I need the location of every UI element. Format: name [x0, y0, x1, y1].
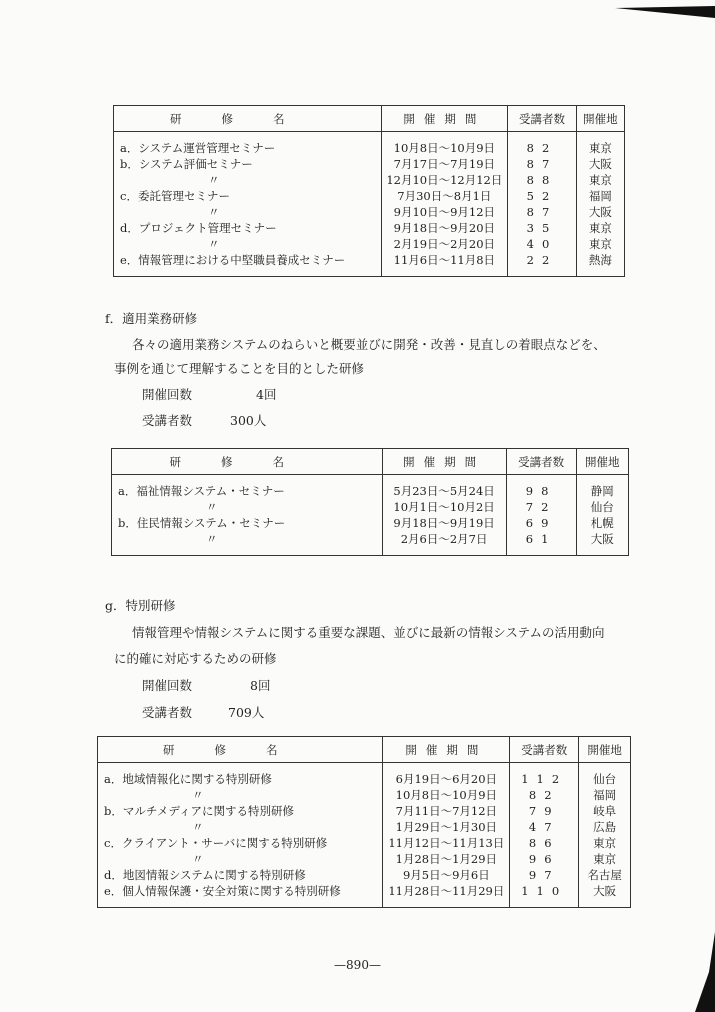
name-text: c．委託管理セミナー	[120, 189, 230, 203]
count-text: 82	[526, 141, 558, 155]
header-place: 開催地	[576, 106, 624, 132]
cell-period	[383, 803, 510, 819]
place-text: 東京	[588, 141, 612, 155]
period-text: 9月10日〜9月12日	[393, 205, 496, 219]
cell-name	[114, 204, 382, 220]
table-row	[114, 188, 625, 204]
table-row	[98, 803, 631, 819]
table-row	[114, 252, 625, 268]
period-text: 6月19日〜6月20日	[395, 772, 498, 786]
cell-place	[579, 851, 631, 867]
cell-period	[383, 771, 510, 787]
cell-count	[508, 252, 577, 268]
cell-place	[576, 140, 624, 156]
cell-count	[510, 835, 579, 851]
cell-name	[98, 803, 383, 819]
cell-period	[383, 835, 510, 851]
name-text: 〃	[208, 205, 220, 219]
cell-count	[508, 236, 577, 252]
name-text: b．マルチメディアに関する特別研修	[104, 804, 294, 818]
cell-place	[576, 236, 624, 252]
place-text: 東京	[588, 221, 612, 235]
period-text: 7月11日〜7月12日	[395, 804, 498, 818]
row-spacer	[114, 268, 625, 277]
table-row	[98, 883, 631, 899]
count-text: 96	[528, 852, 560, 866]
sessions-value: 8回	[250, 678, 271, 693]
header-period: 開催期間	[381, 106, 508, 132]
header-count: 受講者数	[506, 449, 576, 475]
cell-name	[114, 220, 382, 236]
header-count: 受講者数	[510, 737, 579, 763]
cell-name	[114, 252, 382, 268]
place-text: 大阪	[590, 532, 614, 546]
cell-count	[510, 867, 579, 883]
section-g-desc-line1: 情報管理や情報システムに関する重要な課題、並びに最新の情報システムの活用動向	[132, 625, 605, 640]
cell-period	[382, 531, 506, 547]
place-text: 東京	[593, 852, 617, 866]
section-g-heading: g．特別研修	[105, 598, 176, 613]
cell-period	[382, 483, 506, 499]
row-spacer	[98, 899, 631, 908]
place-text: 名古屋	[587, 868, 622, 882]
count-text: 112	[521, 772, 568, 786]
period-text: 11月6日〜11月8日	[393, 253, 496, 267]
cell-name	[114, 236, 382, 252]
table-row	[112, 531, 629, 547]
section-g-attendees	[142, 703, 265, 721]
period-text: 10月8日〜10月9日	[395, 788, 498, 802]
seminar-table-1	[113, 105, 625, 277]
name-text: e．情報管理における中堅職員養成セミナー	[120, 253, 346, 267]
table-row	[98, 787, 631, 803]
table-header-row	[112, 449, 629, 475]
count-text: 82	[528, 788, 560, 802]
place-text: 東京	[588, 237, 612, 251]
name-text: a．システム運営管理セミナー	[120, 141, 276, 155]
table-row	[112, 515, 629, 531]
period-text: 1月29日〜1月30日	[395, 820, 498, 834]
page-number: —890—	[334, 958, 381, 972]
section-f-attendees	[142, 411, 267, 429]
table-row	[112, 483, 629, 499]
table-row	[114, 204, 625, 220]
period-text: 11月12日〜11月13日	[388, 836, 505, 850]
table-row	[114, 172, 625, 188]
attendees-value: 709人	[228, 705, 265, 720]
header-count: 受講者数	[508, 106, 577, 132]
place-text: 広島	[593, 820, 617, 834]
place-text: 東京	[588, 173, 612, 187]
place-text: 熱海	[588, 253, 612, 267]
cell-name	[112, 483, 383, 499]
cell-place	[576, 483, 628, 499]
cell-count	[510, 803, 579, 819]
place-text: 福岡	[588, 189, 612, 203]
table-row	[98, 819, 631, 835]
row-spacer	[112, 547, 629, 556]
cell-name	[98, 771, 383, 787]
period-text: 2月19日〜2月20日	[393, 237, 496, 251]
place-text: 大阪	[588, 157, 612, 171]
count-text: 61	[525, 532, 557, 546]
name-text: d．地図情報システムに関する特別研修	[104, 868, 306, 882]
section-f-desc-line1: 各々の適用業務システムのねらいと概要並びに開発・改善・見直しの着眼点などを、	[132, 337, 606, 352]
period-text: 7月30日〜8月1日	[397, 189, 492, 203]
count-text: 40	[526, 237, 558, 251]
cell-count	[510, 851, 579, 867]
period-text: 7月17日〜7月19日	[393, 157, 496, 171]
table-row	[98, 851, 631, 867]
cell-name	[114, 156, 382, 172]
cell-name	[98, 867, 383, 883]
cell-place	[576, 531, 628, 547]
name-text: 〃	[192, 788, 204, 802]
section-g-sessions	[142, 676, 271, 694]
cell-name	[98, 835, 383, 851]
row-spacer	[112, 475, 629, 484]
cell-place	[579, 835, 631, 851]
cell-period	[383, 851, 510, 867]
cell-place	[579, 771, 631, 787]
name-text: e．個人情報保護・安全対策に関する特別研修	[104, 884, 341, 898]
period-text: 9月18日〜9月19日	[393, 516, 495, 530]
cell-count	[510, 771, 579, 787]
place-text: 大阪	[588, 205, 612, 219]
cell-name	[114, 188, 382, 204]
cell-place	[576, 156, 624, 172]
cell-period	[383, 883, 510, 899]
cell-place	[579, 819, 631, 835]
count-text: 87	[526, 157, 558, 171]
name-text: 〃	[192, 852, 204, 866]
place-text: 東京	[593, 836, 617, 850]
cell-place	[576, 204, 624, 220]
cell-place	[579, 867, 631, 883]
cell-count	[506, 515, 576, 531]
cell-place	[576, 515, 628, 531]
cell-period	[381, 156, 508, 172]
cell-name	[98, 883, 383, 899]
count-text: 110	[521, 884, 568, 898]
table-row	[98, 867, 631, 883]
attendees-value: 300人	[230, 413, 267, 428]
cell-count	[508, 156, 577, 172]
name-text: 〃	[206, 532, 218, 546]
cell-period	[381, 252, 508, 268]
cell-place	[579, 883, 631, 899]
count-text: 86	[528, 836, 560, 850]
cell-count	[506, 499, 576, 515]
cell-count	[510, 883, 579, 899]
count-text: 35	[526, 221, 558, 235]
cell-place	[576, 172, 624, 188]
cell-count	[508, 204, 577, 220]
cell-count	[510, 819, 579, 835]
name-text: 〃	[208, 173, 220, 187]
name-text: b．住民情報システム・セミナー	[118, 516, 286, 530]
cell-place	[576, 499, 628, 515]
sessions-label: 開催回数	[142, 678, 193, 693]
cell-name	[114, 172, 382, 188]
period-text: 10月8日〜10月9日	[393, 141, 496, 155]
period-text: 12月10日〜12月12日	[386, 173, 503, 187]
cell-period	[383, 867, 510, 883]
count-text: 87	[526, 205, 558, 219]
name-text: d．プロジェクト管理セミナー	[120, 221, 277, 235]
period-text: 9月18日〜9月20日	[393, 221, 496, 235]
row-spacer	[114, 132, 625, 141]
cell-name	[98, 787, 383, 803]
seminar-table-3	[97, 736, 631, 908]
period-text: 9月5日〜9月6日	[402, 868, 490, 882]
cell-period	[381, 220, 508, 236]
sessions-label: 開催回数	[142, 387, 193, 402]
cell-period	[381, 236, 508, 252]
cell-count	[508, 188, 577, 204]
table-header-row	[98, 737, 631, 763]
cell-place	[579, 787, 631, 803]
cell-period	[383, 787, 510, 803]
cell-name	[98, 851, 383, 867]
section-g-desc-line2: に的確に対応するための研修	[114, 651, 277, 666]
cell-name	[112, 515, 383, 531]
sessions-value: 4回	[256, 387, 277, 402]
table-row	[114, 140, 625, 156]
cell-period	[381, 140, 508, 156]
header-period: 開催期間	[383, 737, 510, 763]
header-name: 研修名	[112, 449, 383, 475]
period-text: 5月23日〜5月24日	[393, 484, 495, 498]
attendees-label: 受講者数	[142, 413, 193, 428]
cell-name	[112, 531, 383, 547]
table-row	[98, 771, 631, 787]
header-place: 開催地	[576, 449, 628, 475]
cell-name	[98, 819, 383, 835]
scan-edge-mark	[675, 932, 715, 1012]
count-text: 69	[525, 516, 557, 530]
section-f-heading: f．適用業務研修	[105, 311, 198, 326]
table-row	[112, 499, 629, 515]
place-text: 大阪	[593, 884, 617, 898]
cell-period	[383, 819, 510, 835]
cell-count	[508, 220, 577, 236]
name-text: 〃	[192, 820, 204, 834]
name-text: b．システム評価セミナー	[120, 157, 253, 171]
cell-period	[381, 172, 508, 188]
cell-place	[576, 220, 624, 236]
period-text: 2月6日〜2月7日	[400, 532, 488, 546]
cell-name	[114, 140, 382, 156]
place-text: 福岡	[593, 788, 617, 802]
table-row	[114, 220, 625, 236]
count-text: 97	[528, 868, 560, 882]
cell-place	[579, 803, 631, 819]
place-text: 仙台	[590, 500, 614, 514]
seminar-table-2	[111, 448, 629, 556]
period-text: 1月28日〜1月29日	[395, 852, 498, 866]
cell-period	[382, 515, 506, 531]
count-text: 88	[526, 173, 558, 187]
name-text: 〃	[206, 500, 218, 514]
cell-count	[506, 531, 576, 547]
table-row	[114, 236, 625, 252]
cell-count	[508, 140, 577, 156]
count-text: 72	[525, 500, 557, 514]
header-name: 研修名	[114, 106, 382, 132]
header-period: 開催期間	[382, 449, 506, 475]
count-text: 47	[528, 820, 560, 834]
table-header-row	[114, 106, 625, 132]
cell-place	[576, 252, 624, 268]
row-spacer	[98, 763, 631, 772]
place-text: 仙台	[593, 772, 617, 786]
count-text: 52	[526, 189, 558, 203]
count-text: 79	[528, 804, 560, 818]
cell-count	[510, 787, 579, 803]
period-text: 11月28日〜11月29日	[388, 884, 505, 898]
cell-count	[506, 483, 576, 499]
name-text: c．クライアント・サーバに関する特別研修	[104, 836, 328, 850]
cell-period	[381, 188, 508, 204]
cell-count	[508, 172, 577, 188]
section-f-sessions	[142, 385, 277, 403]
place-text: 札幌	[590, 516, 614, 530]
header-place: 開催地	[579, 737, 631, 763]
cell-period	[382, 499, 506, 515]
name-text: a．地域情報化に関する特別研修	[104, 772, 272, 786]
count-text: 98	[525, 484, 557, 498]
place-text: 静岡	[590, 484, 614, 498]
cell-name	[112, 499, 383, 515]
table-row	[98, 835, 631, 851]
name-text: 〃	[208, 237, 220, 251]
cell-period	[381, 204, 508, 220]
scan-corner-mark	[615, 6, 715, 18]
place-text: 岐阜	[593, 804, 617, 818]
header-name: 研修名	[98, 737, 383, 763]
name-text: a．福祉情報システム・セミナー	[118, 484, 285, 498]
cell-place	[576, 188, 624, 204]
period-text: 10月1日〜10月2日	[393, 500, 495, 514]
attendees-label: 受講者数	[142, 705, 193, 720]
count-text: 22	[526, 253, 558, 267]
table-row	[114, 156, 625, 172]
section-f-desc-line2: 事例を通じて理解することを目的とした研修	[114, 361, 365, 376]
